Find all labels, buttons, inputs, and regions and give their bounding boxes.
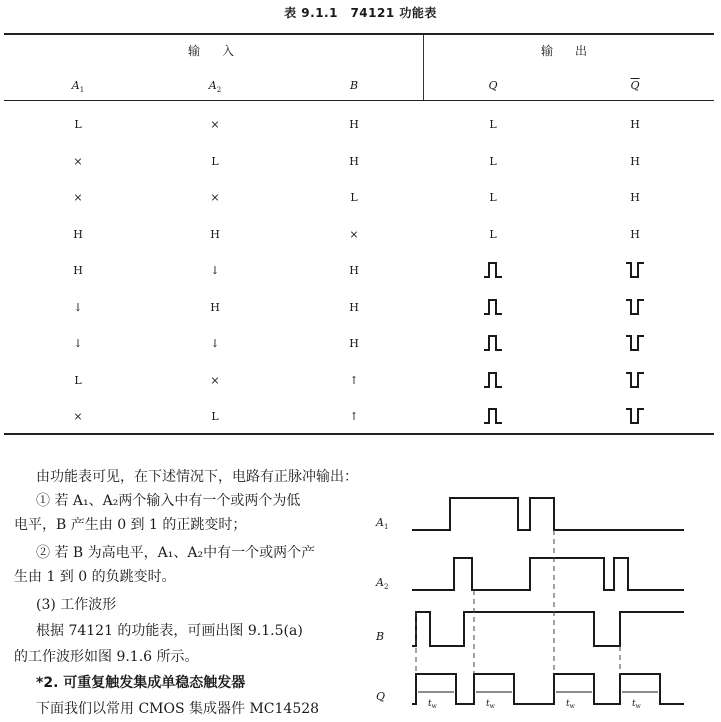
cell-b: ↑: [349, 373, 359, 387]
positive-pulse-icon: [483, 298, 503, 320]
negative-pulse-icon: [625, 334, 645, 356]
paragraph-5: 生由 1 到 0 的负跳变时。: [14, 569, 176, 585]
positive-pulse-icon: [483, 334, 503, 356]
col-header-b: B: [349, 79, 359, 92]
cell-b: H: [349, 118, 359, 131]
cell-q: L: [489, 118, 497, 131]
cell-a1: ↓: [73, 300, 83, 314]
negative-pulse-icon: [625, 261, 645, 283]
tw-label: $t_w$: [428, 699, 437, 710]
cell-b: H: [349, 337, 359, 350]
cell-q: L: [489, 154, 497, 168]
group-header-input: 输入: [187, 44, 257, 58]
cell-a2: ↓: [210, 264, 220, 277]
cell-a2: ×: [210, 118, 220, 131]
cell-a2: ↓: [210, 337, 220, 350]
cell-b: H: [349, 300, 359, 314]
negative-pulse-icon: [625, 298, 645, 320]
cell-q-bar: H: [630, 154, 640, 168]
paragraph-8: 的工作波形如图 9.1.6 所示。: [14, 649, 199, 665]
cell-q: L: [489, 191, 497, 204]
timing-waveform-diagram: [372, 482, 692, 718]
paragraph-3: 电平，B 产生由 0 到 1 的正跳变时；: [14, 517, 247, 533]
waveform-b: [412, 612, 684, 646]
paragraph-7: 根据 74121 的功能表，可画出图 9.1.5(a): [36, 623, 303, 639]
table-caption: 表 9.1.1 74121 功能表: [284, 6, 437, 20]
cell-q-bar: H: [630, 118, 640, 131]
positive-pulse-icon: [483, 407, 503, 429]
cell-b: H: [349, 264, 359, 277]
cell-a1: L: [74, 118, 82, 131]
paragraph-1: 由功能表可见，在下述情况下，电路有正脉冲输出：: [36, 469, 358, 485]
section-heading-retriggerable: *2. 可重复触发集成单稳态触发器: [36, 675, 246, 691]
table-header-rule: [4, 100, 714, 101]
cell-a1: ×: [73, 191, 83, 204]
table-group-divider: [423, 35, 424, 100]
cell-b: H: [349, 154, 359, 168]
col-header-a2: $A_2$: [208, 79, 222, 95]
cell-a2: H: [210, 227, 220, 241]
cell-a1: ↓: [73, 337, 83, 350]
positive-pulse-icon: [483, 371, 503, 393]
positive-pulse-icon: [483, 261, 503, 283]
cell-a1: L: [74, 373, 82, 387]
group-header-output: 输出: [540, 44, 610, 58]
paragraph-4: ② 若 B 为高电平，A₁、A₂中有一个或两个产: [36, 545, 316, 561]
negative-pulse-icon: [625, 407, 645, 429]
cell-q-bar: H: [630, 227, 640, 241]
cell-b: ↑: [349, 410, 359, 423]
cell-a1: H: [73, 227, 83, 241]
cell-a2: ×: [210, 373, 220, 387]
paragraph-2: ① 若 A₁、A₂两个输入中有一个或两个为低: [36, 493, 301, 509]
col-header-a1: $A_1$: [71, 79, 85, 95]
cell-a1: ×: [73, 410, 83, 423]
waveform-a2: [412, 558, 684, 590]
tw-label: $t_w$: [486, 699, 495, 710]
negative-pulse-icon: [625, 371, 645, 393]
cell-a1: H: [73, 264, 83, 277]
label-q: Q: [376, 690, 386, 703]
cell-b: ×: [349, 227, 359, 241]
label-b: B: [376, 630, 385, 643]
cell-q-bar: H: [630, 191, 640, 204]
cell-q: L: [489, 227, 497, 241]
waveform-a1: [412, 498, 684, 530]
cell-b: L: [350, 191, 358, 204]
tw-label: $t_w$: [566, 699, 575, 710]
section-heading-waveform: (3) 工作波形: [36, 597, 117, 613]
cell-a2: L: [211, 410, 219, 423]
cell-a2: L: [211, 154, 219, 168]
label-a2: $A_2$: [376, 576, 389, 591]
cell-a2: ×: [210, 191, 220, 204]
cell-a1: ×: [73, 154, 83, 168]
table-bottom-rule: [4, 433, 714, 435]
table-top-rule: [4, 33, 714, 35]
col-header-q-bar: $\overline{Q}$: [630, 79, 640, 92]
tw-label: $t_w$: [632, 699, 641, 710]
label-a1: $A_1$: [376, 516, 389, 531]
paragraph-10: 下面我们以常用 CMOS 集成器件 MC14528: [36, 701, 320, 717]
col-header-q: Q: [488, 79, 498, 92]
cell-a2: H: [210, 300, 220, 314]
waveform-q: [412, 674, 684, 704]
